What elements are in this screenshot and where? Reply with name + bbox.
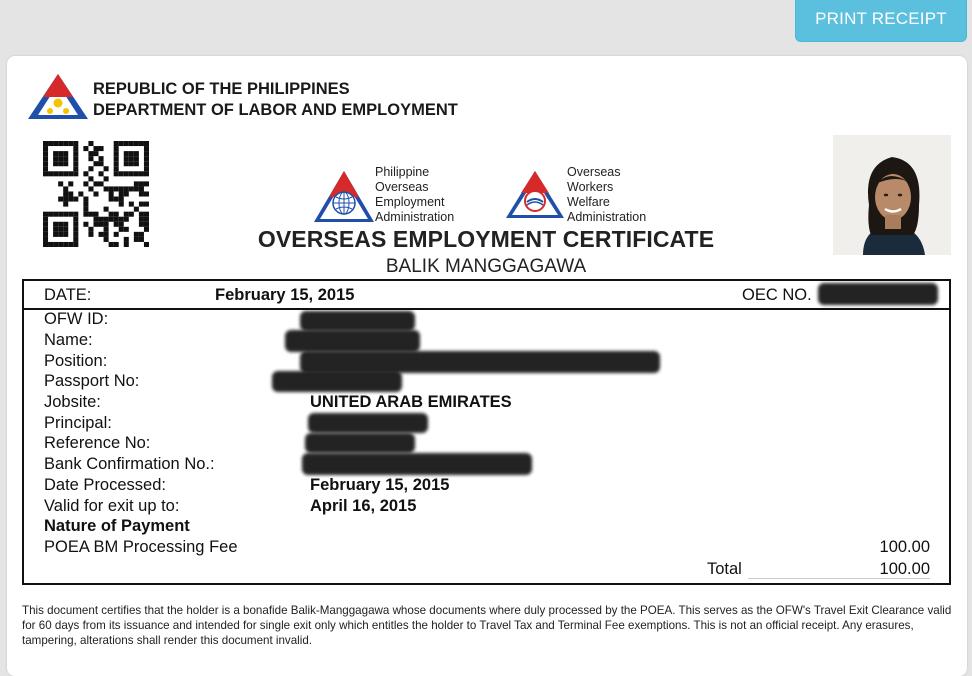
processing-fee-amount: 100.00 [879, 538, 930, 556]
certificate-disclaimer: This document certifies that the holder is a bonafide Balik-Manggagawa whose documents where duly processed by the POEA. This serves as the OFW's Travel Exit Clearance valid for 60 days from its issuance and intended for single exit only which entitles the holder to Travel Tax and Terminal Fee exemptions. This is not an official receipt. Any erasures, tampering, alterations shall render this document invalid. [22, 604, 952, 647]
certificate-title [0, 226, 972, 253]
poea-line: Employment [375, 195, 445, 209]
ofw-id-label: OFW ID: [44, 310, 109, 328]
passport-label: Passport No: [44, 372, 140, 390]
total-underline [748, 578, 930, 579]
print-receipt-button[interactable]: PRINT RECEIPT [795, 0, 967, 42]
valid-exit-value: April 16, 2015 [310, 497, 417, 515]
owwa-line: Overseas [567, 165, 621, 179]
owwa-line: Workers [567, 180, 614, 194]
header-line-republic: REPUBLIC OF THE PHILIPPINES [93, 80, 350, 98]
owwa-logo-icon [505, 170, 565, 220]
poea-line: Administration [375, 210, 455, 224]
dole-logo-icon [26, 72, 90, 122]
redacted-oec-number [818, 283, 938, 305]
header-line-department: DEPARTMENT OF LABOR AND EMPLOYMENT [93, 101, 458, 119]
date-processed-label: Date Processed: [44, 476, 166, 494]
certificate-subtitle: BALIK MANGGAGAWA [385, 256, 587, 277]
poea-logo-icon [313, 170, 375, 224]
department-header [93, 79, 458, 121]
owwa-name [567, 165, 646, 225]
redacted-principal [308, 413, 428, 433]
oec-no-label: OEC NO. [742, 286, 812, 304]
redacted-name [285, 330, 420, 352]
jobsite-label: Jobsite: [44, 393, 101, 411]
date-processed-value: February 15, 2015 [310, 476, 450, 494]
nature-of-payment-heading: Nature of Payment [44, 517, 190, 535]
redacted-reference [305, 433, 415, 453]
owwa-line: Administration [567, 210, 647, 224]
total-label: Total [707, 560, 742, 578]
date-value: February 15, 2015 [215, 286, 355, 304]
name-label: Name: [44, 331, 93, 349]
principal-label: Principal: [44, 414, 112, 432]
total-amount: 100.00 [879, 560, 930, 578]
date-label: DATE: [44, 286, 92, 304]
redacted-position [300, 351, 660, 373]
certificate-title-text: OVERSEAS EMPLOYMENT CERTIFICATE [257, 226, 715, 252]
processing-fee-label: POEA BM Processing Fee [44, 538, 238, 556]
poea-line: Philippine [375, 165, 430, 179]
poea-line: Overseas [375, 180, 429, 194]
valid-exit-label: Valid for exit up to: [44, 497, 180, 515]
bank-confirmation-label: Bank Confirmation No.: [44, 455, 215, 473]
owwa-line: Welfare [567, 195, 610, 209]
reference-label: Reference No: [44, 434, 151, 452]
redacted-bank-confirmation [302, 453, 532, 475]
position-label: Position: [44, 352, 108, 370]
poea-name [375, 165, 454, 225]
redacted-ofw-id [300, 311, 415, 331]
jobsite-value: UNITED ARAB EMIRATES [310, 393, 512, 411]
redacted-passport [272, 371, 402, 392]
